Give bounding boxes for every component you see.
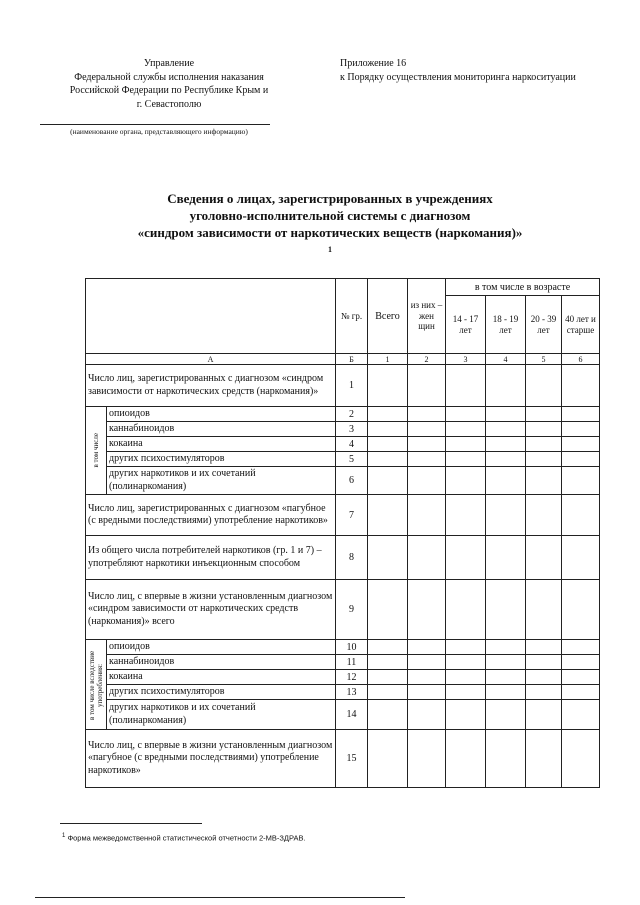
footnote-mark: 1 — [62, 833, 66, 839]
data-cell[interactable] — [446, 655, 486, 670]
data-cell[interactable] — [486, 495, 526, 536]
data-cell[interactable] — [486, 437, 526, 452]
head-age: 40 лет и старше — [562, 296, 600, 354]
title-footnote-mark: 1 — [328, 245, 332, 254]
row-number: 3 — [336, 422, 368, 437]
data-cell[interactable] — [486, 407, 526, 422]
data-cell[interactable] — [562, 640, 600, 655]
annex-block — [340, 57, 576, 84]
title-line: Сведения о лицах, зарегистрированных в учреждениях — [167, 191, 493, 206]
title-line: «синдром зависимости от наркотических веществ (наркомания)» $^1$ — [137, 225, 523, 254]
data-cell[interactable] — [526, 422, 562, 437]
row-number: 6 — [336, 467, 368, 495]
data-cell[interactable] — [368, 536, 408, 580]
head-women: из них – жен щин — [408, 279, 446, 354]
data-cell[interactable] — [486, 452, 526, 467]
table-row — [86, 365, 600, 407]
org-line: Управление — [143, 58, 195, 69]
table-row — [86, 495, 600, 536]
data-cell[interactable] — [526, 467, 562, 495]
row-label: Число лиц, с впервые в жизни установленным диагнозом «синдром зависимости от наркотических средств (наркомания)» всего — [86, 580, 336, 640]
data-cell[interactable] — [368, 655, 408, 670]
annex-line: к Порядку осуществления мониторинга наркоситуации — [340, 71, 576, 83]
row-label: опиоидов — [107, 407, 336, 422]
data-cell[interactable] — [486, 700, 526, 730]
data-cell[interactable] — [562, 437, 600, 452]
table-row — [86, 452, 600, 467]
index-cell: 5 — [526, 354, 562, 365]
data-cell[interactable] — [526, 685, 562, 700]
table-row — [86, 655, 600, 670]
data-cell[interactable] — [526, 655, 562, 670]
index-cell: 1 — [368, 354, 408, 365]
data-cell[interactable] — [408, 452, 446, 467]
index-cell: 3 — [446, 354, 486, 365]
org-line: Федеральной службы исполнения наказания — [74, 71, 264, 83]
data-cell[interactable] — [408, 685, 446, 700]
head-age: 20 - 39 лет — [526, 296, 562, 354]
table-row — [86, 700, 600, 730]
data-cell[interactable] — [562, 422, 600, 437]
head-age: 18 - 19 лет — [486, 296, 526, 354]
index-cell: 2 — [408, 354, 446, 365]
row-label: каннабиноидов — [107, 422, 336, 437]
data-cell[interactable] — [446, 670, 486, 685]
table-row — [86, 407, 600, 422]
data-cell[interactable] — [368, 467, 408, 495]
head-blank — [86, 279, 336, 354]
row-label: Число лиц, зарегистрированных с диагнозом «пагубное (с вредными последствиями) употребление наркотиков» — [86, 495, 336, 536]
data-cell[interactable] — [408, 437, 446, 452]
row-number: 9 — [336, 580, 368, 640]
data-cell[interactable] — [408, 655, 446, 670]
row-label: других наркотиков и их сочетаний (полинаркомания) — [107, 700, 336, 730]
footnote-text: Форма межведомственной статистической отчетности 2-МВ-ЗДРАВ. — [67, 833, 306, 843]
data-cell[interactable] — [368, 437, 408, 452]
data-cell[interactable] — [526, 580, 562, 640]
annex-line: Приложение 16 — [340, 58, 407, 69]
data-cell[interactable] — [446, 365, 486, 407]
index-row — [86, 354, 600, 365]
data-cell[interactable] — [526, 437, 562, 452]
row-label: Число лиц, зарегистрированных с диагнозом «синдром зависимости от наркотических средств (наркомания)» — [86, 365, 336, 407]
row-number: 2 — [336, 407, 368, 422]
data-cell[interactable] — [408, 640, 446, 655]
row-label: кокаина — [107, 670, 336, 685]
data-cell[interactable] — [408, 365, 446, 407]
data-cell[interactable] — [526, 452, 562, 467]
table-row — [86, 437, 600, 452]
data-cell[interactable] — [562, 452, 600, 467]
data-cell[interactable] — [562, 670, 600, 685]
data-cell[interactable] — [526, 730, 562, 788]
data-cell[interactable] — [368, 452, 408, 467]
index-cell: 4 — [486, 354, 526, 365]
data-cell[interactable] — [486, 580, 526, 640]
data-cell[interactable] — [446, 495, 486, 536]
data-cell[interactable] — [446, 536, 486, 580]
data-cell[interactable] — [486, 685, 526, 700]
row-label: опиоидов — [107, 640, 336, 655]
data-cell[interactable] — [486, 467, 526, 495]
data-cell[interactable] — [368, 730, 408, 788]
data-cell[interactable] — [408, 580, 446, 640]
index-cell: Б — [336, 354, 368, 365]
footnote-divider — [60, 823, 202, 824]
data-cell[interactable] — [408, 536, 446, 580]
data-cell[interactable] — [368, 580, 408, 640]
data-cell[interactable] — [446, 467, 486, 495]
head-age: 14 - 17 лет — [446, 296, 486, 354]
group-label-including: в том числе — [86, 407, 107, 495]
data-cell[interactable] — [526, 536, 562, 580]
data-cell[interactable] — [446, 580, 486, 640]
org-line: г. Севастополю — [136, 98, 202, 110]
data-cell[interactable] — [446, 422, 486, 437]
data-cell[interactable] — [526, 495, 562, 536]
data-cell[interactable] — [368, 670, 408, 685]
table-row — [86, 670, 600, 685]
data-cell[interactable] — [526, 407, 562, 422]
data-cell[interactable] — [408, 407, 446, 422]
title-line: уголовно-исполнительной системы с диагнозом — [189, 208, 471, 223]
row-number: 5 — [336, 452, 368, 467]
data-cell[interactable] — [526, 640, 562, 655]
data-cell[interactable] — [368, 365, 408, 407]
row-label: каннабиноидов — [107, 655, 336, 670]
data-cell[interactable] — [562, 407, 600, 422]
data-cell[interactable] — [368, 495, 408, 536]
data-cell[interactable] — [562, 365, 600, 407]
org-caption: (наименование органа, представляющего информацию) — [70, 127, 248, 136]
data-cell[interactable] — [486, 422, 526, 437]
table-row — [86, 536, 600, 580]
bottom-divider — [35, 897, 405, 898]
row-label: других психостимуляторов — [107, 685, 336, 700]
data-cell[interactable] — [368, 685, 408, 700]
data-cell[interactable] — [368, 640, 408, 655]
data-cell[interactable] — [486, 536, 526, 580]
org-line: Российской Федерации по Республике Крым и — [69, 85, 269, 96]
table-row — [86, 422, 600, 437]
table-row — [86, 467, 600, 495]
data-cell[interactable] — [408, 495, 446, 536]
head-total: Всего — [368, 279, 408, 354]
table-row — [86, 580, 600, 640]
data-cell[interactable] — [486, 365, 526, 407]
row-number: 14 — [336, 700, 368, 730]
data-cell[interactable] — [408, 700, 446, 730]
data-cell[interactable] — [446, 685, 486, 700]
data-cell[interactable] — [446, 730, 486, 788]
index-cell: 6 — [562, 354, 600, 365]
data-cell[interactable] — [368, 700, 408, 730]
group-label-due-to-use: в том числе вследствие употребления: — [86, 640, 107, 730]
row-number: 7 — [336, 495, 368, 536]
document-title — [80, 190, 580, 261]
data-cell[interactable] — [526, 365, 562, 407]
head-num-gr: № гр. — [336, 279, 368, 354]
data-cell[interactable] — [562, 580, 600, 640]
row-label: Из общего числа потребителей наркотиков (гр. 1 и 7) – употребляют наркотики инъекционным способом — [86, 536, 336, 580]
row-number: 1 — [336, 365, 368, 407]
index-cell: А — [86, 354, 336, 365]
row-number: 4 — [336, 437, 368, 452]
data-cell[interactable] — [446, 700, 486, 730]
data-cell[interactable] — [562, 495, 600, 536]
data-cell[interactable] — [486, 640, 526, 655]
org-underline — [40, 124, 270, 125]
data-cell[interactable] — [446, 407, 486, 422]
head-row — [86, 279, 600, 296]
data-cell[interactable] — [408, 422, 446, 437]
row-number: 8 — [336, 536, 368, 580]
row-label: других психостимуляторов — [107, 452, 336, 467]
data-cell[interactable] — [368, 407, 408, 422]
table-row — [86, 730, 600, 788]
data-cell[interactable] — [526, 670, 562, 685]
data-cell[interactable] — [562, 700, 600, 730]
row-number: 15 — [336, 730, 368, 788]
row-number: 10 — [336, 640, 368, 655]
data-cell[interactable] — [562, 536, 600, 580]
data-cell[interactable] — [486, 670, 526, 685]
org-block — [30, 57, 308, 111]
data-cell[interactable] — [446, 437, 486, 452]
row-number: 13 — [336, 685, 368, 700]
data-cell[interactable] — [526, 700, 562, 730]
data-cell[interactable] — [408, 730, 446, 788]
data-cell[interactable] — [562, 467, 600, 495]
table-row — [86, 640, 600, 655]
data-cell[interactable] — [562, 685, 600, 700]
data-cell[interactable] — [486, 655, 526, 670]
head-age-group: в том числе в возрасте — [446, 279, 600, 296]
row-number: 12 — [336, 670, 368, 685]
data-cell[interactable] — [446, 452, 486, 467]
registry-table — [85, 278, 600, 788]
data-cell[interactable] — [562, 730, 600, 788]
data-cell[interactable] — [446, 640, 486, 655]
footnote — [62, 833, 306, 843]
table-row — [86, 685, 600, 700]
data-cell[interactable] — [486, 730, 526, 788]
data-cell[interactable] — [562, 655, 600, 670]
row-label: Число лиц, с впервые в жизни установленным диагнозом «пагубное (с вредными последствиями) употребление наркотиков» — [86, 730, 336, 788]
data-cell[interactable] — [368, 422, 408, 437]
data-cell[interactable] — [408, 467, 446, 495]
data-cell[interactable] — [408, 670, 446, 685]
row-label: кокаина — [107, 437, 336, 452]
row-label: других наркотиков и их сочетаний (полинаркомания) — [107, 467, 336, 495]
row-number: 11 — [336, 655, 368, 670]
